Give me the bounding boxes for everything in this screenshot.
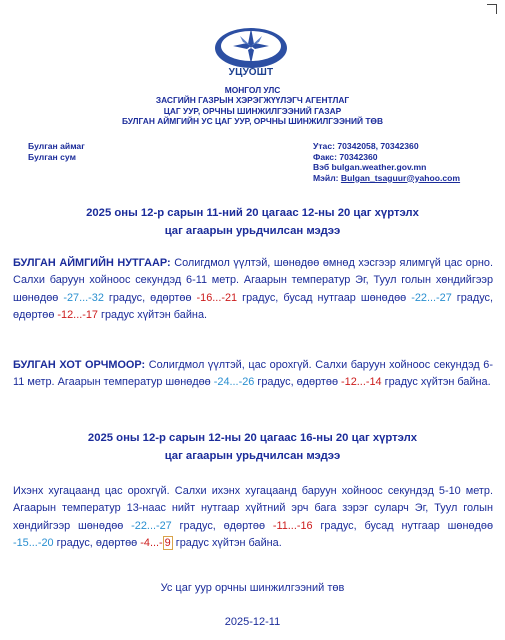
- org-line-country: МОНГОЛ УЛС: [224, 85, 281, 95]
- city-label: БУЛГАН ХОТ ОРЧМООР:: [13, 359, 146, 371]
- aimag-text-4: градус, өдөртөө: [13, 291, 494, 322]
- org-line-department: ЦАГ УУР, ОРЧНЫ ШИНЖИЛГЭЭНИЙ ГАЗАР: [163, 105, 342, 116]
- forecast2-text-1: Ихэнх хугацаанд цас орохгүй. Салхи ихэнх хугацаанд баруун хойноос секундэд 5-10 метр. Агаарын температур 13-наас нийт нутгаар хүйтний эрч бага зэрэг суларч Эг, Туул голын хөндийгээр шөнөдөө: [13, 485, 493, 532]
- forecast1-heading: [0, 204, 505, 240]
- contact-phone: Утас: 70342058, 70342360: [313, 141, 419, 151]
- forecast2-day-other-temp: -4...-: [140, 537, 163, 550]
- location-aimag: Булган аймаг: [28, 141, 85, 151]
- logo-wordmark: УЦУОШТ: [228, 67, 274, 78]
- aimag-text-1: Солигдмол үүлтэй, шөнөдөө өмнөд хэсгээр ялимгүй цас орно. Салхи баруун хойноос секундэд 6-11 метр. Агаарын температур Эг, Туул голын хөндийгээр шөнөдөө: [13, 257, 493, 304]
- contact-web[interactable]: Вэб bulgan.weather.gov.mn: [313, 162, 427, 172]
- page-corner-mark: [487, 4, 497, 14]
- footer-date: 2025-12-11: [224, 616, 281, 628]
- contact-email: [313, 173, 460, 184]
- contact-fax: Факс: 70342360: [313, 151, 378, 162]
- aimag-text-3: градус, бусад нутгаар шөнөдөө: [237, 291, 412, 304]
- org-line-agency: ЗАСГИЙН ГАЗРЫН ХЭРЭГЖҮҮЛЭГЧ АГЕНТЛАГ: [155, 95, 350, 106]
- forecast2-night-hollow-temp: -22...-27: [131, 519, 172, 532]
- org-line-center: БУЛГАН АЙМГИЙН УС ЦАГ УУР, ОРЧНЫ ШИНЖИЛГЭЭНИЙ ТӨВ: [121, 116, 383, 127]
- forecast2-text-3: градус, бусад нутгаар шөнөдөө: [312, 519, 493, 532]
- forecast2-night-other-temp: -15...-20: [13, 537, 54, 550]
- forecast2-day-hollow-temp: -11...-16: [272, 519, 313, 532]
- forecast2-heading-line2: цаг агаарын урьдчилсан мэдээ: [164, 450, 341, 462]
- city-night-temp: -24...-26: [213, 376, 255, 389]
- city-text-3: градус хүйтэн байна.: [381, 376, 491, 389]
- forecast1-heading-line2: цаг агаарын урьдчилсан мэдээ: [164, 225, 341, 237]
- footer-organization: Ус цаг уур орчны шинжилгээний төв: [160, 582, 345, 594]
- email-link[interactable]: Bulgan_tsaguur@yahoo.com: [340, 172, 461, 183]
- forecast1-city-paragraph: [13, 357, 493, 392]
- text-cursor-selection[interactable]: 9: [164, 537, 171, 550]
- forecast2-text-5: градус хүйтэн байна.: [172, 537, 282, 550]
- city-day-temp: -12...-14: [341, 376, 382, 389]
- email-label: Мэйл:: [313, 172, 341, 183]
- forecast2-text-4: градус, өдөртөө: [53, 537, 141, 550]
- aimag-day-hollow-temp: -16...-21: [196, 291, 238, 304]
- forecast2-text-2: градус, өдөртөө: [171, 519, 273, 532]
- city-text-2: градус, өдөртөө: [254, 376, 342, 389]
- forecast2-paragraph: [13, 483, 493, 553]
- forecast2-heading-line1: 2025 оны 12-р сарын 12-ны 20 цагаас 16-ны 20 цаг хүртэлх: [87, 432, 418, 444]
- location-block: [28, 141, 85, 162]
- organization-header: [0, 85, 505, 127]
- contact-block: [313, 141, 460, 183]
- aimag-text-5: градус хүйтэн байна.: [97, 309, 208, 322]
- forecast1-aimag-paragraph: [13, 255, 493, 325]
- aimag-label: БУЛГАН АЙМГИЙН НУТГААР:: [13, 257, 171, 269]
- city-text-1: Солигдмол үүлтэй, цас орохгүй. Салхи баруун хойноос секундэд 6-11 метр. Агаарын температур шөнөдөө: [13, 359, 493, 389]
- forecast1-heading-line1: 2025 оны 12-р сарын 11-ний 20 цагаас 12-ны 20 цаг хүртэлх: [86, 207, 419, 219]
- forecast2-heading: [0, 429, 505, 465]
- aimag-text-2: градус, өдөртөө: [103, 291, 197, 304]
- aimag-night-other-temp: -22...-27: [411, 291, 452, 304]
- aimag-night-hollow-temp: -27...-32: [63, 291, 104, 304]
- aimag-day-other-temp: -12...-17: [57, 309, 98, 322]
- location-sum: Булган сум: [28, 151, 76, 162]
